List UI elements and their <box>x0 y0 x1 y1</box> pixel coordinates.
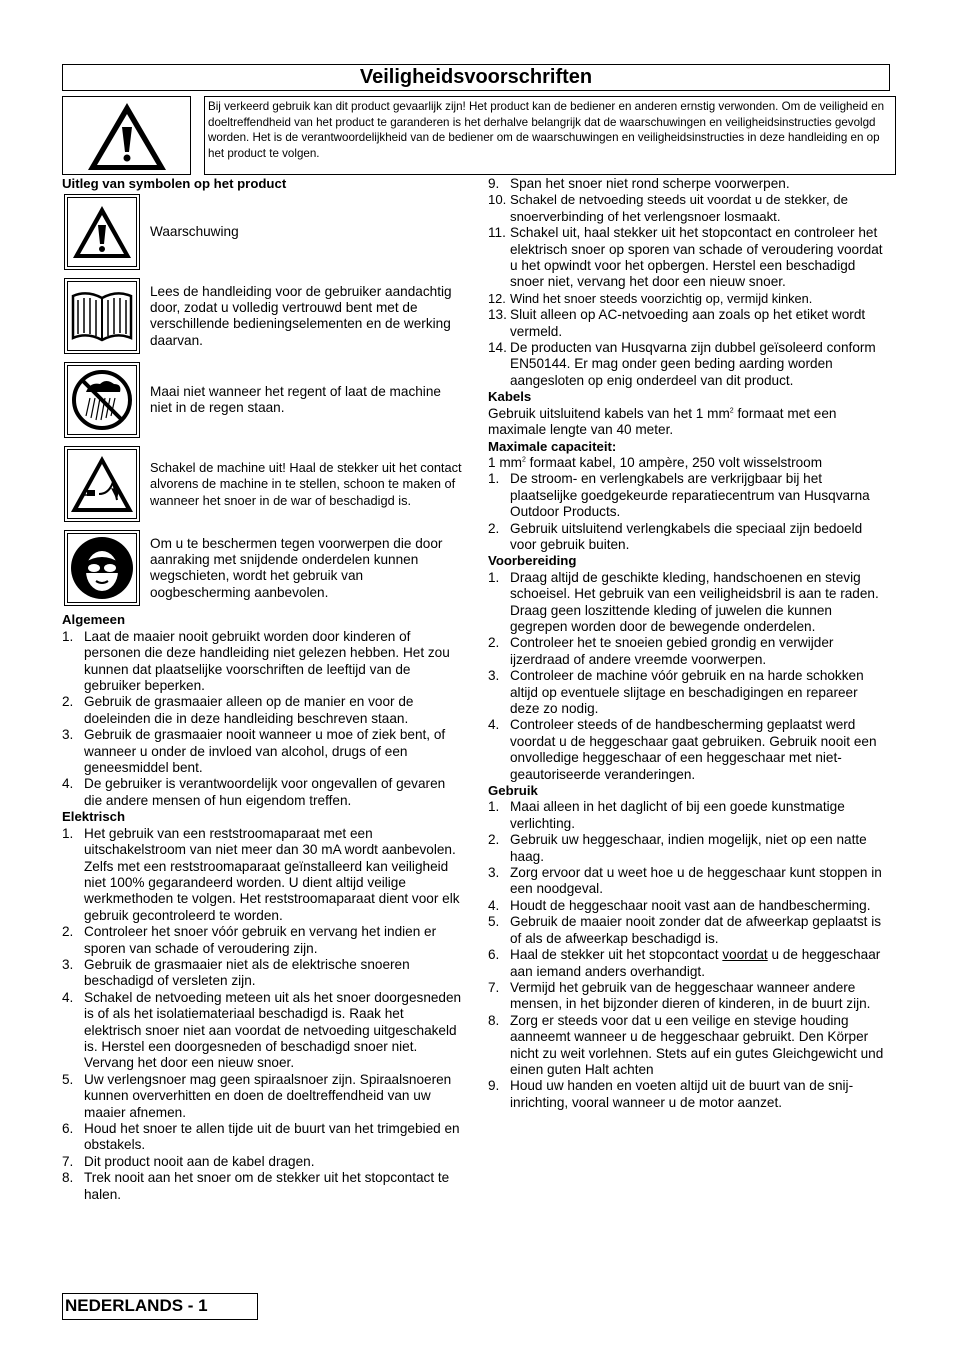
list-item: 7. Vermijd het gebruik van de heggeschaar wanneer andere mensen, in het bijzonder dieren of kinderen, in de buurt zijn. <box>488 979 871 1012</box>
list-item: 4. Schakel de netvoeding meteen uit als het snoer doorgesneden is of als het isolatiemateriaal beschadigd is. Raak het elektrisch snoer niet aan voordat de netvoeding uitgeschakeld is. Herstel een doorgesneden of beschadigd snoer niet. Vervang het door een nieuw snoer. <box>62 989 462 1071</box>
algemeen-list <box>62 629 462 809</box>
list-item: 5. Uw verlengsnoer mag geen spiraalsnoer zijn. Spiraalsnoeren kunnen oververhitten en doen de doeltreffendheid van uw maaier afnemen. <box>62 1071 452 1120</box>
list-item: 6. Haal de stekker uit het stopcontact voordat u de heggeschaar aan iemand anders overhandigt. <box>488 947 881 979</box>
symbol-row <box>62 444 462 524</box>
section-heading-algemeen: Algemeen <box>62 612 126 628</box>
symbol-text: Maai niet wanneer het regent of laat de machine niet in de regen staan. <box>150 384 441 416</box>
list-item: 9. Houd uw handen en voeten altijd uit de buurt van de snij-inrichting, vooral wanneer u de motor aanzet. <box>488 1078 854 1110</box>
list-item: 6. Houd het snoer te allen tijde uit de buurt van het trimgebied en obstakels. <box>62 1121 460 1153</box>
warning-triangle-icon <box>71 204 133 260</box>
list-item: 4. Houdt de heggeschaar nooit vast aan de handbescherming. <box>488 897 871 913</box>
left-column <box>62 176 462 1203</box>
intro-warning-icon-box <box>62 96 191 175</box>
list-item: 1. Draag altijd de geschikte kleding, handschoenen en stevig schoeisel. Het gebruik van een veiligheidsbril is aan te raden. Draag geen loszittende kleding of juwelen die kunnen gegrepen worden door de bewegende onderdelen. <box>488 569 879 634</box>
list-item: 4. Controleer steeds of de handbescherming geplaatst werd voordat u de heggeschaar gaat gebruiken. Gebruik nooit een onvolledige heggeschaar of een heggeschaar met niet-geautoriseerde veranderingen. <box>488 717 877 782</box>
list-item: 1. Laat de maaier nooit gebruikt worden door kinderen of personen die deze handleiding niet gelezen hebben. Het zou kunnen dat plaatselijke voorschriften de leeftijd van de gebruiker beperken. <box>62 628 450 694</box>
intro-warning-text: Bij verkeerd gebruik kan dit product gevaarlijk zijn! Het product kan de bediener en anderen ernstig verwonden. Om de veiligheid en doeltreffendheid van het product te garanderen is het derhalve belangrijk dat de waarschuwingen en veiligheidsinstructies gevolgd worden. Het is de verantwoordelijkheid van de bediener om de waarschuwingen en veiligheidsinstructies in deze handleiding en op het product te volgen. <box>204 96 896 175</box>
open-book-icon <box>69 288 135 344</box>
list-item: 2. Controleer het te snoeien gebied grondig en verwijder ijzerdraad of andere vreemde voorwerpen. <box>488 635 834 667</box>
page-title: Veiligheidsvoorschriften <box>62 64 890 91</box>
symbols-heading: Uitleg van symbolen op het product <box>62 176 287 191</box>
list-item: 11. Schakel uit, haal stekker uit het stopcontact en controleer het elektrisch snoer op sporen van schade of veroudering voordat u het opwindt voor het opbergen. Herstel een beschadigd snoer niet, vervang het door een nieuw snoer. <box>488 225 883 290</box>
list-item: 1. De stroom- en verlengkabels are verkrijgbaar bij het plaatselijke goedgekeurde reparatiecentrum van Husqvarna Outdoor Products. <box>488 471 870 520</box>
list-item: 13. Sluit alleen op AC-netvoeding aan zoals op het etiket wordt vermeld. <box>488 307 866 339</box>
voorbereiding-list <box>488 570 888 783</box>
list-item: 1. Maai alleen in het daglicht of bij een goede kunstmatige verlichting. <box>488 799 845 831</box>
symbol-row <box>62 360 462 440</box>
list-item: 7. Dit product nooit aan de kabel dragen. <box>62 1153 315 1169</box>
list-item: 2. Gebruik de grasmaaier alleen op de manier en voor de doeleinden die in deze handleiding beschreven staan. <box>62 694 414 726</box>
right-column <box>488 176 888 1111</box>
list-item: 8. Zorg er steeds voor dat u een veilige en stevige houding aanneemt wanneer u de heggeschaar gebruikt. Den Körper nicht zu weit vorlehnen. Stets auf ein gutes Gleichgewicht und einen guten Halt achten <box>488 1012 884 1077</box>
list-item: 10. Schakel de netvoeding steeds uit voordat u de stekker, de snoerverbinding of het verlengsnoer losmaakt. <box>488 192 848 224</box>
warning-triangle-icon <box>85 100 169 172</box>
list-item: 3. Zorg ervoor dat u weet hoe u de heggeschaar kunt stoppen in een noodgeval. <box>488 865 882 897</box>
section-heading-capaciteit: Maximale capaciteit: <box>488 438 617 454</box>
eye-protection-icon <box>69 535 135 601</box>
elektrisch-list <box>62 826 462 1203</box>
list-item: 8. Trek nooit aan het snoer om de stekker uit het stopcontact te halen. <box>62 1170 450 1202</box>
list-item: 9. Span het snoer niet rond scherpe voorwerpen. <box>488 176 790 191</box>
symbol-row <box>62 528 462 608</box>
page-footer: NEDERLANDS - 1 <box>62 1293 258 1320</box>
list-item: 1. Het gebruik van een reststroomaparaat met een uitschakelstroom van niet meer dan 30 mA wordt aanbevolen. Zelfs met een reststroomaparaat geïnstalleerd kan veiligheid niet 100% gegarandeerd worden. U dient altijd veilige werkmethoden te volgen. Het reststroomaparaat dient voor elk gebruik gecontroleerd te worden. <box>62 825 460 923</box>
symbol-row <box>62 276 462 356</box>
capaciteit-list <box>488 471 888 553</box>
list-item: 12. Wind het snoer steeds voorzichtig op, vermijd kinken. <box>488 290 813 306</box>
list-item: 4. De gebruiker is verantwoordelijk voor ongevallen of gevaren die andere mensen of hun eigendom treffen. <box>62 776 446 808</box>
symbol-text: Waarschuwing <box>150 224 239 240</box>
list-item: 3. Controleer de machine vóór gebruik en na harde schokken altijd op eventuele slijtage en beschadigingen en repareer deze zo nodig. <box>488 668 864 716</box>
section-heading-elektrisch: Elektrisch <box>62 809 126 825</box>
symbol-text: Om u te beschermen tegen voorwerpen die door aanraking met snijdende onderdelen kunnen wegschieten, wordt het gebruik van oogbescherming aanbevolen. <box>150 535 443 600</box>
symbol-row <box>62 192 462 272</box>
list-item: 5. Gebruik de maaier nooit zonder dat de afweerkap geplaatst is of als de afweerkap beschadigd is. <box>488 914 882 946</box>
symbol-text: Lees de handleiding voor de gebruiker aandachtig door, zodat u volledig vertrouwd bent met de verschillende bedieningselementen en de werking daarvan. <box>150 283 452 348</box>
list-item: 2. Controleer het snoer vóór gebruik en vervang het indien er sporen van schade of veroudering zijn. <box>62 924 437 956</box>
section-heading-kabels: Kabels <box>488 389 532 405</box>
section-heading-voorbereiding: Voorbereiding <box>488 553 577 569</box>
list-item: 2. Gebruik uitsluitend verlengkabels die speciaal zijn bedoeld voor gebruik buiten. <box>488 520 863 552</box>
kabels-text: Gebruik uitsluitend kabels van het 1 $mm^2$ formaat met een maximale lengte van 40 meter. <box>488 405 837 438</box>
list-item: 14. De producten van Husqvarna zijn dubbel geïsoleerd conform EN50144. Er mag onder geen beding aarding worden aangesloten op enig onderdeel van dit product. <box>488 340 876 388</box>
list-item: 3. Gebruik de grasmaaier niet als de elektrische snoeren beschadigd of versleten zijn. <box>62 956 410 989</box>
section-heading-gebruik: Gebruik <box>488 783 538 799</box>
gebruik-list <box>488 799 888 1111</box>
list-item: 3. Gebruik de grasmaaier nooit wanneer u moe of ziek bent, of wanneer u onder de invloed van alcohol, drugs of een geneesmiddel bent. <box>62 727 446 776</box>
capaciteit-text: 1 $mm^2$ formaat kabel, 10 ampère, 250 volt wisselstroom <box>488 454 823 470</box>
unplug-warning-icon <box>69 454 135 514</box>
elektrisch-list-continued <box>488 176 888 389</box>
no-rain-icon <box>70 368 134 432</box>
list-item: 2. Gebruik uw heggeschaar, indien mogelijk, niet op een natte haag. <box>488 832 867 864</box>
symbol-text: Schakel de machine uit! Haal de stekker uit het contact alvorens de machine in te stellen, schoon te maken of wanneer het snoer in de war of beschadigd is. <box>150 459 462 508</box>
